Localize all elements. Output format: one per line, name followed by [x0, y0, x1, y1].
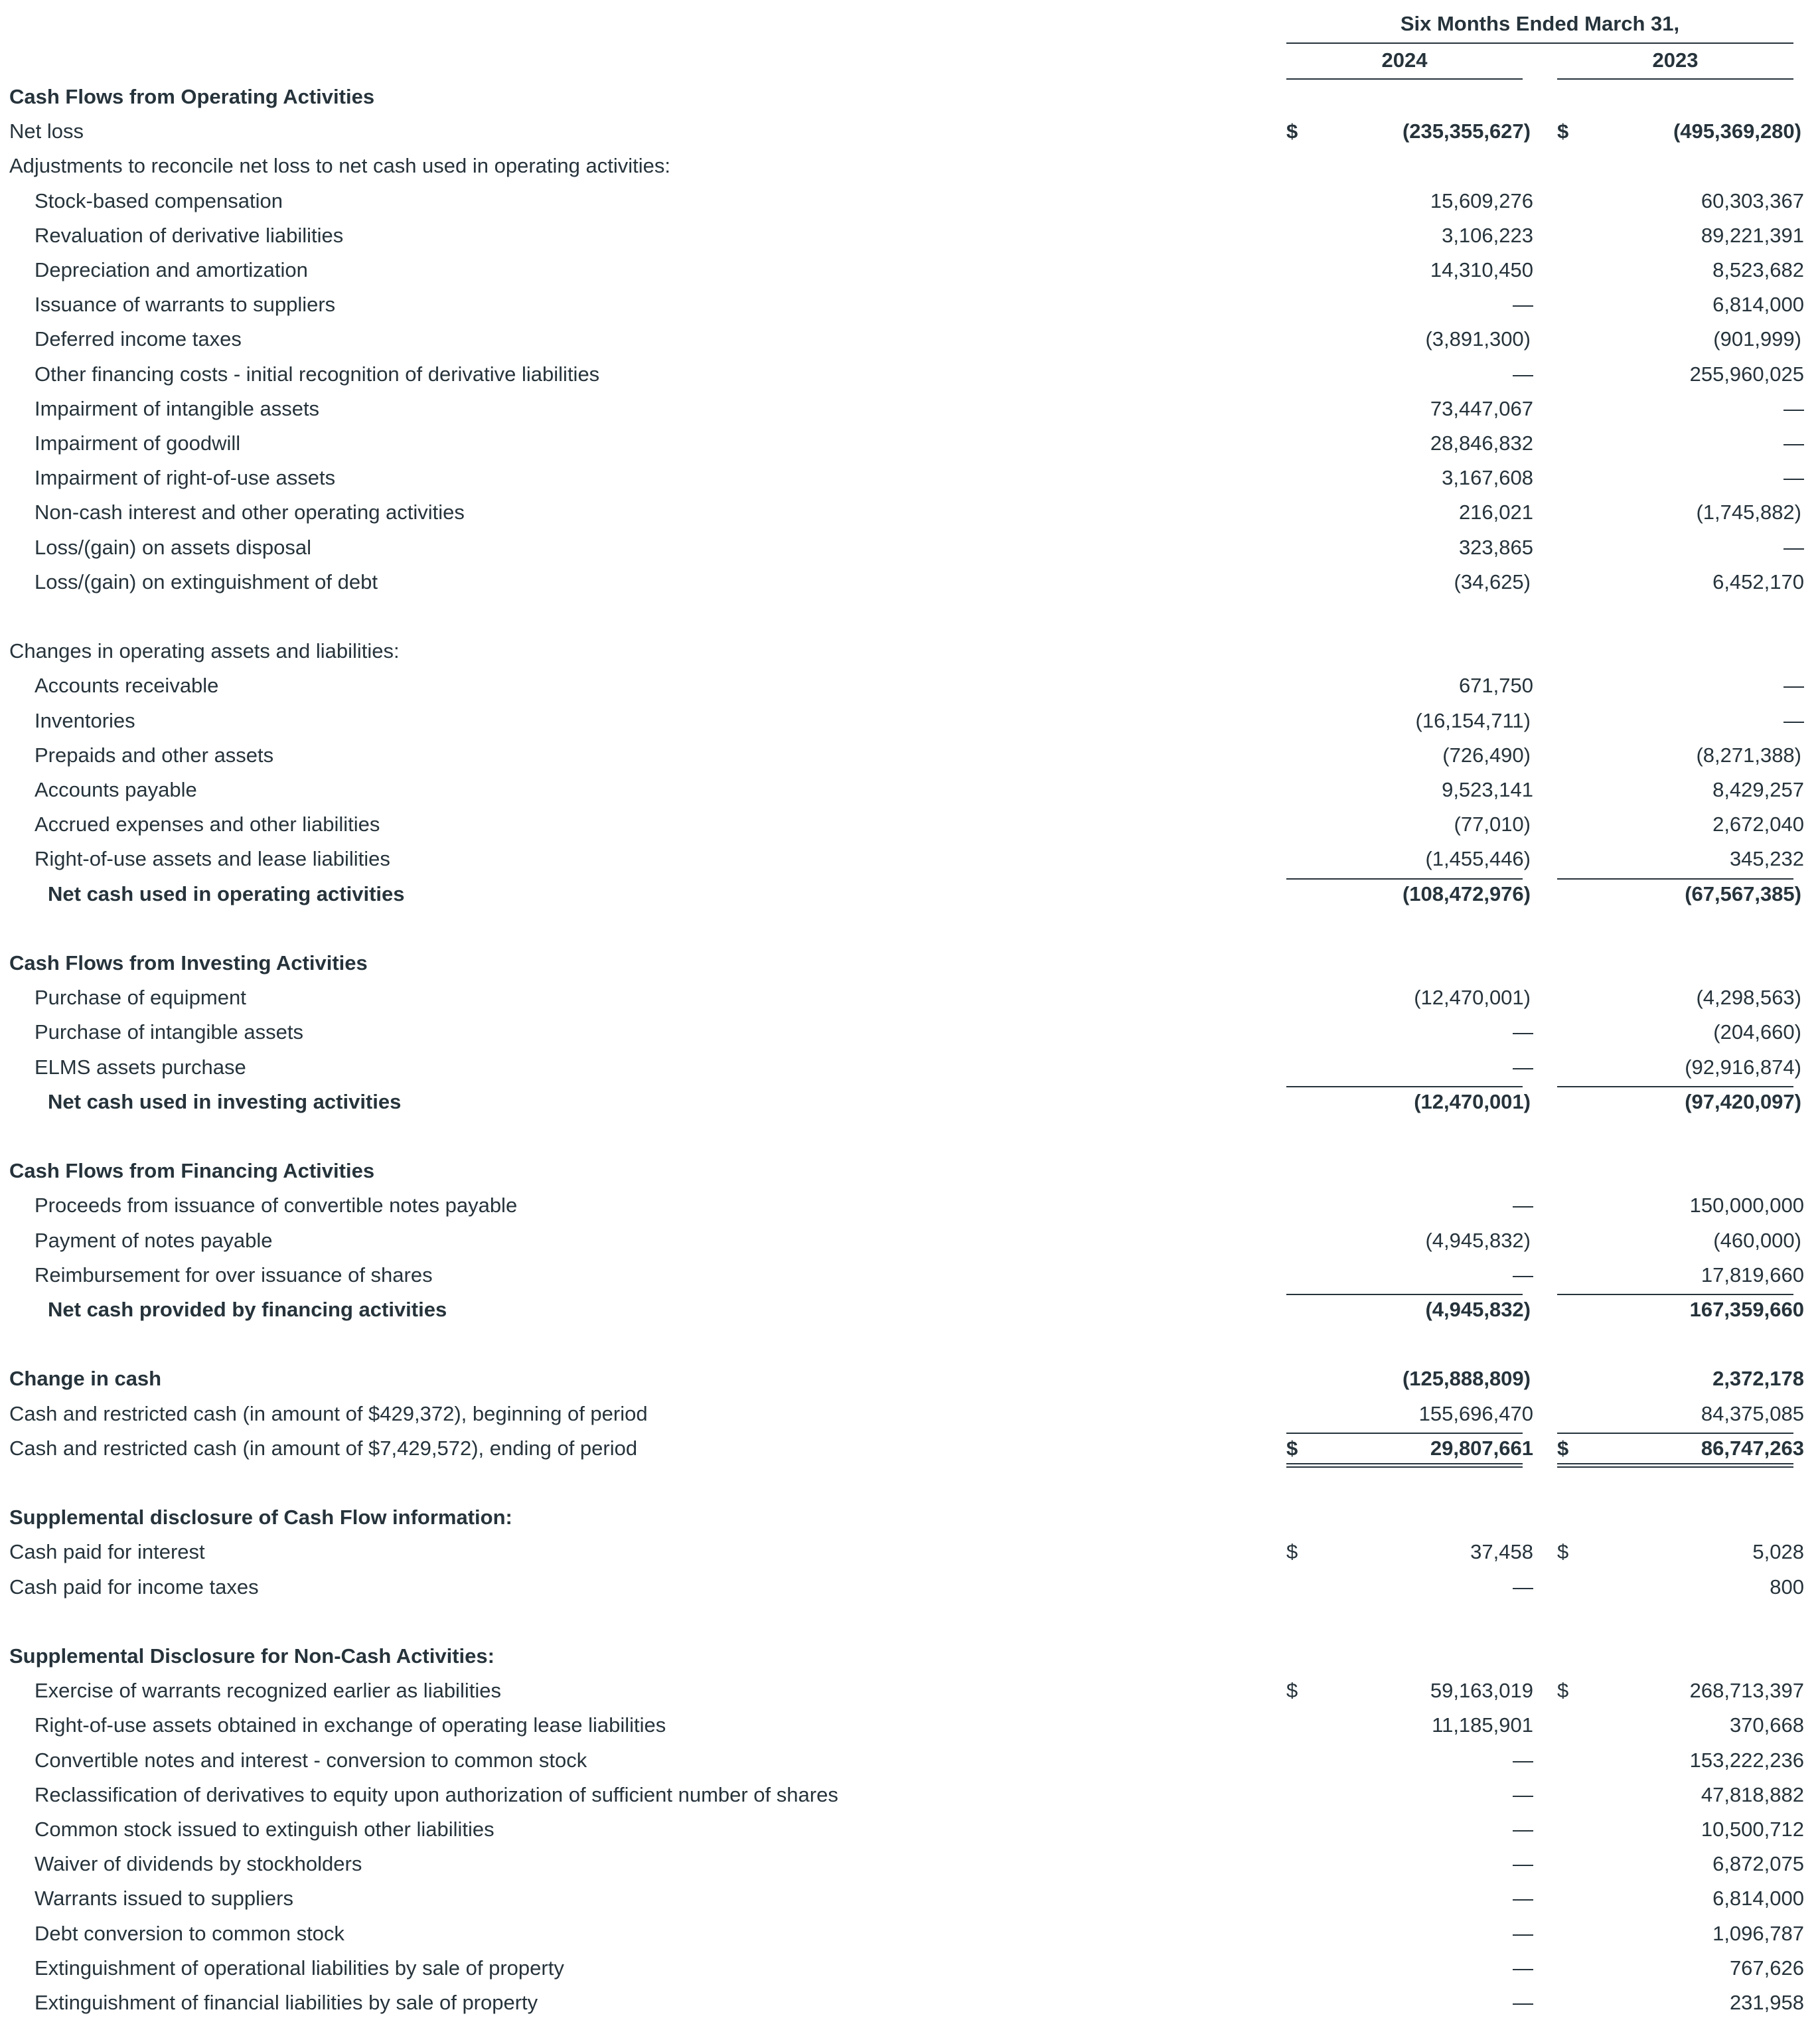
row-label: Change in cash — [9, 1367, 162, 1391]
period-header: Six Months Ended March 31, — [1400, 12, 1680, 35]
table-row — [0, 1812, 1820, 1847]
table-row — [0, 1881, 1820, 1916]
total-double-rule-2024 — [1286, 1463, 1523, 1468]
row-label: Stock-based compensation — [35, 189, 283, 212]
table-row — [0, 1743, 1820, 1778]
column-header-2024: 2024 — [1381, 48, 1428, 72]
table-row — [0, 218, 1820, 253]
value-2024: 29,807,661 — [1430, 1436, 1533, 1460]
subtotal-rule-2023 — [1557, 1086, 1793, 1087]
value-2024: 9,523,141 — [1442, 778, 1533, 801]
value-2024: 323,865 — [1458, 535, 1533, 559]
table-row — [0, 738, 1820, 773]
table-row — [0, 704, 1820, 738]
currency-symbol: $ — [1286, 1540, 1298, 1564]
table-row — [0, 1570, 1820, 1604]
row-label: Reimbursement for over issuance of shares — [35, 1263, 433, 1287]
value-2024: — — [1513, 1921, 1533, 1945]
value-2023: 47,818,882 — [1701, 1782, 1804, 1806]
row-label: Debt conversion to common stock — [35, 1921, 344, 1945]
value-2024: — — [1513, 1991, 1533, 2014]
value-2024: 59,163,019 — [1430, 1679, 1533, 1703]
row-label: Right-of-use assets obtained in exchange of operating lease liabilities — [35, 1713, 666, 1737]
table-row — [0, 392, 1820, 426]
table-row — [0, 80, 1820, 114]
value-2023: 370,668 — [1729, 1713, 1804, 1737]
value-2024: (3,891,300) — [1425, 327, 1531, 351]
value-2024: — — [1513, 362, 1533, 386]
table-row — [0, 1431, 1820, 1466]
value-2023: 231,958 — [1729, 1991, 1804, 2014]
subtotal-rule-2023 — [1557, 1294, 1793, 1295]
value-2024: 216,021 — [1458, 501, 1533, 524]
table-row — [0, 1292, 1820, 1327]
table-row — [0, 322, 1820, 356]
subtotal-rule-2024 — [1286, 878, 1523, 880]
value-2023: (204,660) — [1713, 1020, 1801, 1044]
value-2024: (125,888,809) — [1402, 1367, 1531, 1391]
value-2023: 8,523,682 — [1712, 258, 1804, 281]
subtotal-rule-2024 — [1286, 1433, 1523, 1434]
row-label: Impairment of intangible assets — [35, 396, 320, 420]
subtotal-rule-2024 — [1286, 1294, 1523, 1295]
currency-symbol: $ — [1557, 1540, 1569, 1564]
value-2024: (12,470,001) — [1414, 986, 1531, 1010]
value-2023: (92,916,874) — [1685, 1055, 1801, 1079]
table-row — [0, 184, 1820, 218]
table-row — [0, 668, 1820, 703]
value-2023: — — [1783, 396, 1804, 420]
row-label: Cash and restricted cash (in amount of $429,372), beginning of period — [9, 1401, 648, 1425]
value-2023: — — [1783, 431, 1804, 455]
row-label: Cash paid for income taxes — [9, 1575, 259, 1599]
row-label: Reclassification of derivatives to equity upon authorization of sufficient number of shares — [35, 1782, 838, 1806]
table-row — [0, 1639, 1820, 1674]
table-row — [0, 1535, 1820, 1569]
table-row — [0, 357, 1820, 392]
table-row — [0, 114, 1820, 149]
table-row — [0, 495, 1820, 530]
value-2024: (16,154,711) — [1415, 708, 1531, 732]
value-2024: — — [1513, 1263, 1533, 1287]
currency-symbol: $ — [1557, 119, 1569, 143]
row-label: Inventories — [35, 708, 135, 732]
value-2023: (1,745,882) — [1696, 501, 1801, 524]
row-label: Accounts receivable — [35, 674, 219, 698]
table-row — [0, 807, 1820, 842]
row-label: Non-cash interest and other operating activities — [35, 501, 465, 524]
value-2024: (1,455,446) — [1425, 847, 1531, 871]
value-2024: 15,609,276 — [1430, 189, 1533, 212]
value-2023: (8,271,388) — [1696, 743, 1801, 767]
table-row — [0, 1085, 1820, 1119]
row-label: Impairment of right-of-use assets — [35, 466, 336, 490]
value-2024: 155,696,470 — [1418, 1401, 1533, 1425]
row-label: Prepaids and other assets — [35, 743, 274, 767]
value-2024: — — [1513, 1575, 1533, 1599]
row-label: Revaluation of derivative liabilities — [35, 223, 344, 247]
value-2024: 37,458 — [1470, 1540, 1533, 1564]
row-label: Warrants issued to suppliers — [35, 1887, 293, 1911]
row-label: Adjustments to reconcile net loss to net cash used in operating activities: — [9, 154, 670, 178]
value-2024: — — [1513, 1055, 1533, 1079]
table-row — [0, 1223, 1820, 1258]
row-label: Cash Flows from Investing Activities — [9, 951, 368, 975]
value-2024: — — [1513, 1887, 1533, 1911]
value-2024: (4,945,832) — [1425, 1298, 1531, 1321]
value-2024: 671,750 — [1458, 674, 1533, 698]
row-label: Payment of notes payable — [35, 1228, 273, 1252]
row-label: Convertible notes and interest - conversion to common stock — [35, 1748, 587, 1772]
subtotal-rule-2024 — [1286, 1086, 1523, 1087]
value-2023: 60,303,367 — [1701, 189, 1804, 212]
value-2023: — — [1783, 674, 1804, 698]
value-2023: (495,369,280) — [1673, 119, 1801, 143]
value-2023: 2,372,178 — [1712, 1367, 1804, 1391]
table-row — [0, 253, 1820, 287]
table-row — [0, 1778, 1820, 1812]
value-2023: 800 — [1770, 1575, 1804, 1599]
row-label: Exercise of warrants recognized earlier as liabilities — [35, 1679, 501, 1703]
table-row — [0, 1951, 1820, 1986]
value-2023: 6,814,000 — [1712, 293, 1804, 317]
value-2024: — — [1513, 1020, 1533, 1044]
value-2024: (12,470,001) — [1414, 1089, 1531, 1113]
value-2023: 6,814,000 — [1712, 1887, 1804, 1911]
table-row — [0, 149, 1820, 183]
row-label: Extinguishment of operational liabilities by sale of property — [35, 1956, 564, 1980]
table-row — [0, 1258, 1820, 1292]
value-2023: 150,000,000 — [1689, 1194, 1804, 1217]
value-2023: 86,747,263 — [1701, 1436, 1804, 1460]
row-label: Net cash provided by financing activities — [48, 1298, 447, 1321]
value-2024: 14,310,450 — [1430, 258, 1533, 281]
row-label: Impairment of goodwill — [35, 431, 241, 455]
table-row — [0, 1986, 1820, 2020]
value-2024: 3,167,608 — [1442, 466, 1533, 490]
row-label: Waiver of dividends by stockholders — [35, 1852, 362, 1876]
value-2023: 89,221,391 — [1701, 223, 1804, 247]
value-2024: — — [1513, 1956, 1533, 1980]
value-2024: 3,106,223 — [1442, 223, 1533, 247]
row-label: Right-of-use assets and lease liabilities — [35, 847, 390, 871]
subtotal-rule-2023 — [1557, 1433, 1793, 1434]
row-label: Cash Flows from Financing Activities — [9, 1159, 375, 1183]
row-label: Accounts payable — [35, 778, 197, 801]
value-2024: — — [1513, 1818, 1533, 1841]
row-label: Proceeds from issuance of convertible notes payable — [35, 1194, 518, 1217]
row-label: Purchase of intangible assets — [35, 1020, 303, 1044]
subtotal-rule-2023 — [1557, 878, 1793, 880]
table-row — [0, 1674, 1820, 1708]
table-row — [0, 634, 1820, 668]
row-label: Loss/(gain) on extinguishment of debt — [35, 570, 378, 593]
value-2024: 73,447,067 — [1430, 396, 1533, 420]
value-2023: 17,819,660 — [1701, 1263, 1804, 1287]
row-label: Cash paid for interest — [9, 1540, 205, 1564]
value-2024: 28,846,832 — [1430, 431, 1533, 455]
row-label: Issuance of warrants to suppliers — [35, 293, 336, 317]
currency-symbol: $ — [1286, 1679, 1298, 1703]
table-row — [0, 1050, 1820, 1085]
row-label: Deferred income taxes — [35, 327, 242, 351]
row-label: Accrued expenses and other liabilities — [35, 813, 380, 836]
value-2023: 268,713,397 — [1689, 1679, 1804, 1703]
value-2024: (108,472,976) — [1402, 882, 1531, 905]
table-row — [0, 1397, 1820, 1431]
value-2023: (4,298,563) — [1696, 986, 1801, 1010]
value-2024: — — [1513, 1194, 1533, 1217]
table-row — [0, 1847, 1820, 1881]
value-2023: 345,232 — [1729, 847, 1804, 871]
value-2023: 255,960,025 — [1689, 362, 1804, 386]
table-row — [0, 530, 1820, 565]
currency-symbol: $ — [1557, 1679, 1569, 1703]
value-2024: (34,625) — [1454, 570, 1531, 593]
table-row — [0, 877, 1820, 911]
value-2023: (67,567,385) — [1685, 882, 1801, 905]
value-2023: 84,375,085 — [1701, 1401, 1804, 1425]
value-2024: (235,355,627) — [1402, 119, 1531, 143]
value-2024: — — [1513, 1748, 1533, 1772]
row-label: Changes in operating assets and liabilities: — [9, 639, 400, 663]
value-2023: — — [1783, 535, 1804, 559]
value-2023: 767,626 — [1729, 1956, 1804, 1980]
row-label: Other financing costs - initial recognition of derivative liabilities — [35, 362, 600, 386]
row-label: ELMS assets purchase — [35, 1055, 246, 1079]
table-row — [0, 1362, 1820, 1396]
table-row — [0, 946, 1820, 980]
period-header-rule — [1286, 42, 1793, 44]
value-2023: — — [1783, 708, 1804, 732]
table-row — [0, 1708, 1820, 1743]
value-2023: (460,000) — [1713, 1228, 1801, 1252]
row-label: Supplemental disclosure of Cash Flow information: — [9, 1506, 512, 1529]
value-2023: (97,420,097) — [1685, 1089, 1801, 1113]
value-2024: — — [1513, 1852, 1533, 1876]
table-row — [0, 565, 1820, 599]
row-label: Loss/(gain) on assets disposal — [35, 535, 312, 559]
value-2023: 2,672,040 — [1712, 813, 1804, 836]
row-label: Extinguishment of financial liabilities by sale of property — [35, 1991, 538, 2014]
table-row — [0, 1015, 1820, 1050]
table-row — [0, 1916, 1820, 1951]
row-label: Net cash used in operating activities — [48, 882, 405, 905]
value-2023: — — [1783, 466, 1804, 490]
table-row — [0, 1500, 1820, 1535]
row-label: Supplemental Disclosure for Non-Cash Activities: — [9, 1644, 494, 1668]
value-2024: — — [1513, 293, 1533, 317]
currency-symbol: $ — [1286, 119, 1298, 143]
row-label: Cash and restricted cash (in amount of $7,429,572), ending of period — [9, 1436, 638, 1460]
currency-symbol: $ — [1557, 1436, 1569, 1460]
row-label: Purchase of equipment — [35, 986, 246, 1010]
total-double-rule-2023 — [1557, 1463, 1793, 1468]
table-row — [0, 287, 1820, 322]
value-2023: 153,222,236 — [1689, 1748, 1804, 1772]
table-row — [0, 461, 1820, 495]
value-2024: — — [1513, 1782, 1533, 1806]
row-label: Cash Flows from Operating Activities — [9, 85, 375, 108]
value-2023: 6,452,170 — [1712, 570, 1804, 593]
column-header-2023: 2023 — [1652, 48, 1699, 72]
row-label: Common stock issued to extinguish other liabilities — [35, 1818, 494, 1841]
row-label: Net loss — [9, 119, 84, 143]
value-2023: (901,999) — [1713, 327, 1801, 351]
value-2023: 167,359,660 — [1689, 1298, 1804, 1321]
value-2023: 10,500,712 — [1701, 1818, 1804, 1841]
value-2024: 11,185,901 — [1432, 1713, 1533, 1737]
value-2023: 6,872,075 — [1712, 1852, 1804, 1876]
row-label: Depreciation and amortization — [35, 258, 308, 281]
value-2024: (4,945,832) — [1425, 1228, 1531, 1252]
table-row — [0, 1154, 1820, 1188]
table-row — [0, 842, 1820, 876]
table-row — [0, 980, 1820, 1015]
row-label: Net cash used in investing activities — [48, 1089, 402, 1113]
value-2023: 1,096,787 — [1712, 1921, 1804, 1945]
value-2024: (77,010) — [1454, 813, 1531, 836]
table-row — [0, 426, 1820, 461]
table-row — [0, 773, 1820, 807]
value-2023: 5,028 — [1752, 1540, 1804, 1564]
value-2023: 8,429,257 — [1712, 778, 1804, 801]
table-row — [0, 1188, 1820, 1223]
currency-symbol: $ — [1286, 1436, 1298, 1460]
value-2024: (726,490) — [1442, 743, 1531, 767]
